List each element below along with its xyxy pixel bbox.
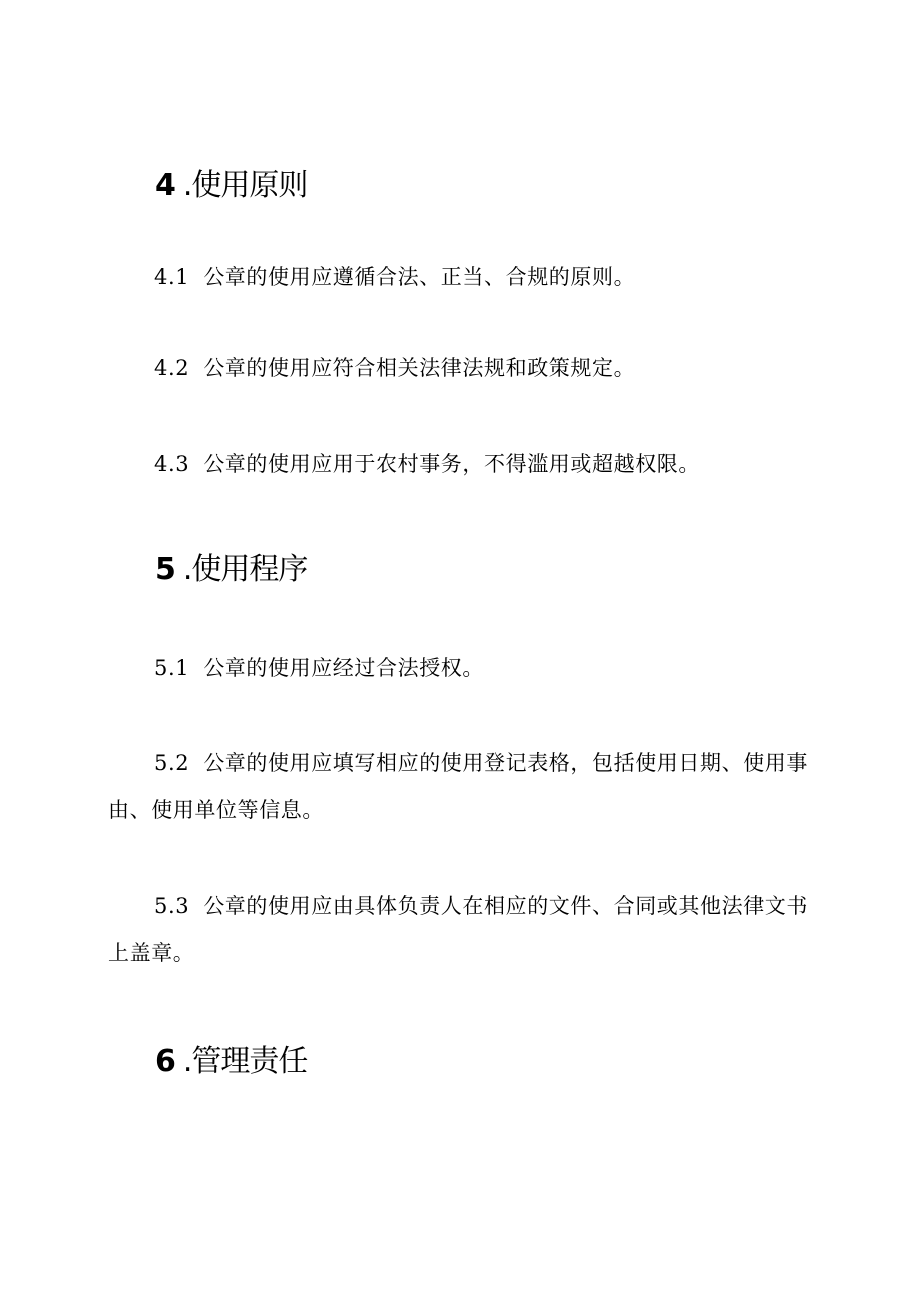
section-heading-4 — [155, 168, 307, 204]
clause-text: 公章的使用应由具体负责人在相应的文件、合同或其他法律文书上盖章。 — [108, 894, 809, 965]
clause-text: 公章的使用应填写相应的使用登记表格，包括使用日期、使用事由、使用单位等信息。 — [108, 751, 809, 822]
section-number: 6 — [155, 1044, 175, 1079]
clause-number: 5.3 — [154, 894, 190, 918]
clause-number: 4.3 — [154, 452, 190, 476]
clause-5-2 — [108, 740, 808, 834]
section-heading-5 — [155, 552, 307, 588]
clause-number: 4.2 — [154, 356, 190, 380]
clause-text: 公章的使用应用于农村事务，不得滥用或超越权限。 — [203, 452, 701, 476]
section-title: .使用原则 — [182, 168, 308, 203]
clause-4-1 — [108, 254, 808, 301]
section-number: 5 — [155, 552, 175, 587]
section-title: .管理责任 — [182, 1044, 308, 1079]
clause-4-2 — [108, 345, 808, 392]
clause-number: 4.1 — [154, 265, 190, 289]
clause-5-1 — [108, 645, 808, 692]
clause-text: 公章的使用应经过合法授权。 — [203, 656, 485, 680]
section-heading-6 — [155, 1044, 307, 1080]
clause-4-3 — [108, 441, 808, 488]
clause-text: 公章的使用应遵循合法、正当、合规的原则。 — [203, 265, 636, 289]
clause-number: 5.1 — [154, 656, 190, 680]
section-title: .使用程序 — [182, 552, 308, 587]
clause-text: 公章的使用应符合相关法律法规和政策规定。 — [203, 356, 636, 380]
section-number: 4 — [155, 168, 175, 203]
clause-number: 5.2 — [154, 751, 190, 775]
clause-5-3 — [108, 883, 808, 977]
